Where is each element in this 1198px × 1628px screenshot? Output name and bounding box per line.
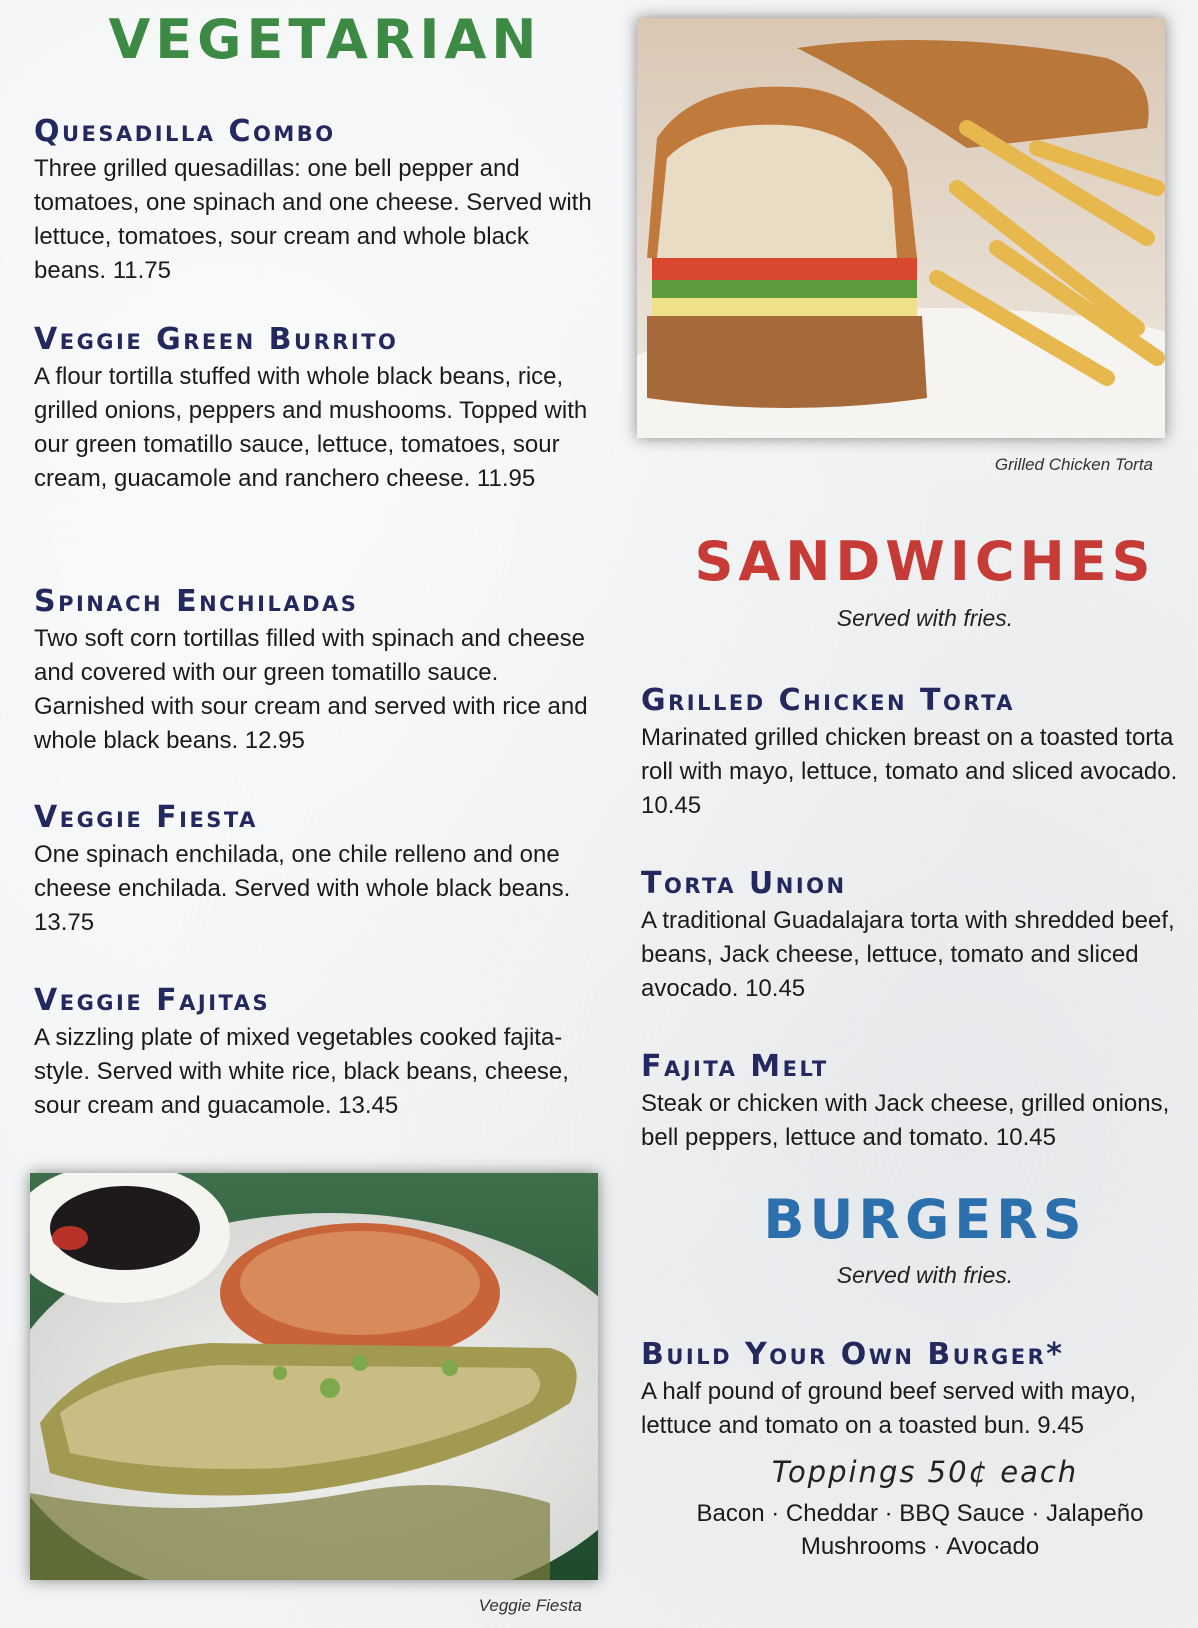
menu-item-spinach-enchiladas <box>34 584 594 758</box>
item-description: A flour tortilla stuffed with whole black beans, rice, grilled onions, peppers and mushooms. Topped with our green tomatillo sauce, lettuce, tomatoes, sour cream, guacamole and ranchero cheese. 11.95 <box>34 363 588 492</box>
menu-item-fajita-melt <box>641 1049 1198 1155</box>
item-description: A half pound of ground beef served with mayo, lettuce and tomato on a toasted bun. 9.45 <box>641 1378 1136 1439</box>
item-description: Two soft corn tortillas filled with spinach and cheese and covered with our green tomatillo sauce. Garnished with sour cream and served with rice and whole black beans. 12.95 <box>34 625 588 754</box>
vegetarian-title: VEGETARIAN <box>108 8 542 71</box>
item-description: Three grilled quesadillas: one bell pepper and tomatoes, one spinach and one cheese. Served with lettuce, tomatoes, sour cream and whole black beans. 11.75 <box>34 155 592 284</box>
sandwiches-title: SANDWICHES <box>694 530 1156 593</box>
item-description: One spinach enchilada, one chile relleno and one cheese enchilada. Served with whole black beans. 13.75 <box>34 841 571 936</box>
item-name: Veggie Fiesta <box>34 800 258 835</box>
menu-item-build-your-own-burger <box>641 1337 1198 1443</box>
item-name: Fajita Melt <box>641 1049 829 1084</box>
toppings-list-line-2: Mushrooms · Avocado <box>800 1533 1040 1560</box>
menu-item-veggie-fajitas <box>34 983 594 1123</box>
item-name: Veggie Green Burrito <box>34 322 399 357</box>
item-description: A sizzling plate of mixed vegetables cooked fajita-style. Served with white rice, black beans, cheese, sour cream and guacamole. 13.45 <box>34 1024 569 1119</box>
item-name: Build Your Own Burger* <box>641 1337 1065 1372</box>
item-name: Veggie Fajitas <box>34 983 271 1018</box>
veggie-fiesta-photo <box>30 1173 598 1580</box>
item-description: Steak or chicken with Jack cheese, grilled onions, bell peppers, lettuce and tomato. 10.45 <box>641 1090 1170 1151</box>
grilled-chicken-torta-illustration <box>637 18 1165 438</box>
item-name: Torta Union <box>641 866 847 901</box>
burgers-title: BURGERS <box>763 1188 1087 1251</box>
grilled-chicken-torta-caption: Grilled Chicken Torta <box>994 455 1153 474</box>
sandwiches-served-note: Served with fries. <box>836 605 1014 631</box>
toppings-list-line-1: Bacon · Cheddar · BBQ Sauce · Jalapeño <box>696 1500 1144 1527</box>
menu-item-torta-union <box>641 866 1198 1006</box>
menu-item-veggie-green-burrito <box>34 322 594 496</box>
burgers-served-note: Served with fries. <box>836 1262 1014 1288</box>
grilled-chicken-torta-photo <box>637 18 1165 438</box>
menu-item-veggie-fiesta <box>34 800 594 940</box>
item-name: Grilled Chicken Torta <box>641 683 1016 718</box>
veggie-fiesta-caption: Veggie Fiesta <box>478 1596 582 1615</box>
item-description: A traditional Guadalajara torta with shredded beef, beans, Jack cheese, lettuce, tomato and sliced avocado. 10.45 <box>641 907 1175 1002</box>
toppings-title: Toppings 50¢ each <box>771 1455 1079 1489</box>
menu-item-quesadilla-combo <box>34 114 594 288</box>
item-name: Quesadilla Combo <box>34 114 336 149</box>
menu-item-grilled-chicken-torta <box>641 683 1198 823</box>
veggie-fiesta-illustration <box>30 1173 598 1580</box>
item-description: Marinated grilled chicken breast on a toasted torta roll with mayo, lettuce, tomato and sliced avocado. 10.45 <box>641 724 1178 819</box>
item-name: Spinach Enchiladas <box>34 584 359 619</box>
